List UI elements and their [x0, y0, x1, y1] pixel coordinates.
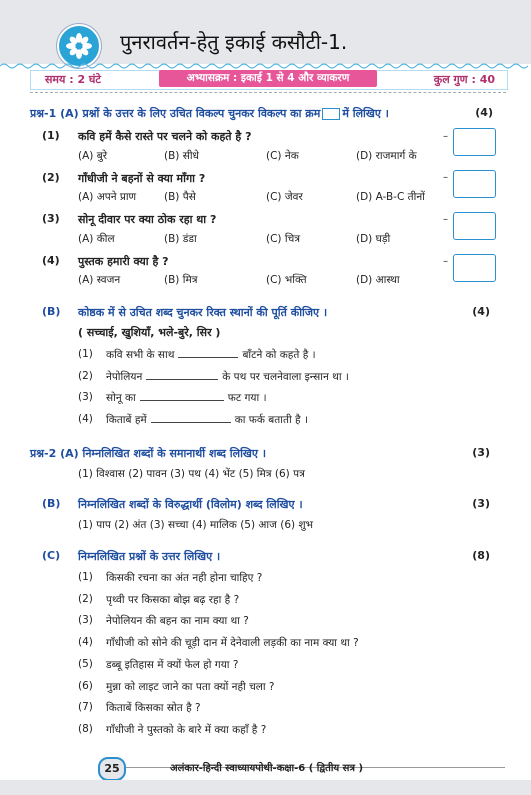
question-number: (1)	[78, 571, 93, 583]
answer-box-icon	[322, 108, 340, 120]
question-text: गाँधीजी ने पुस्तको के बारे में क्या कहाँ है ?	[106, 724, 267, 736]
question-text: किताबें किसका स्रोत है ?	[106, 702, 201, 714]
mcq-option: (C) जेवर	[266, 191, 303, 203]
dash-mark: –	[443, 172, 448, 183]
fill-sentence: किताबें हमें का फर्क बताती है ।	[106, 414, 308, 426]
blank-line[interactable]	[140, 400, 224, 401]
question-text: डब्बू इतिहास में क्यों फेल हो गया ?	[106, 659, 239, 671]
mcq-question: कवि हमें कैसे रास्ते पर चलने को कहते है ?	[78, 130, 252, 143]
mcq-question: सोनू दीवार पर क्या ठोक रहा था ?	[78, 213, 217, 226]
q1a-heading: प्रश्न-1 (A) प्रश्नों के उत्तर के लिए उचित विकल्प चुनकर विकल्प का क्रम में लिखिए ।	[30, 107, 389, 120]
q1b-marks: (4)	[472, 305, 490, 318]
time-label: समय : 2 घंटे	[45, 73, 101, 86]
question-number: (3)	[78, 614, 93, 626]
mcq-option: (B) सीधे	[164, 150, 200, 162]
mcq-option: (D) A-B-C तीनों	[356, 191, 425, 203]
page-number: 25	[98, 757, 126, 781]
total-marks-label: कुल गुण : 40	[433, 73, 495, 86]
fill-number: (3)	[78, 391, 93, 403]
mcq-option: (D) घड़ी	[356, 233, 391, 245]
info-bar	[30, 70, 508, 90]
mcq-question: पुस्तक हमारी क्या है ?	[78, 255, 169, 268]
q2b-word-list: (1) पाप (2) अंत (3) सच्चा (4) मालिक (5) आज (6) शुभ	[78, 519, 313, 531]
q2b-label: (B)	[42, 497, 61, 510]
mcq-option: (A) बुरे	[78, 150, 108, 162]
q2a-word-list: (1) विश्वास (2) पावन (3) पथ (4) भेंट (5) मित्र (6) पत्र	[78, 468, 305, 480]
question-number: (5)	[78, 658, 93, 670]
q2a-heading: प्रश्न-2 (A) निम्नलिखित शब्दों के समानार्थी शब्द लिखिए ।	[30, 447, 267, 460]
fill-number: (4)	[78, 413, 93, 425]
blank-line[interactable]	[151, 422, 231, 423]
page-title: पुनरावर्तन-हेतु इकाई कसौटी-1.	[120, 30, 348, 54]
mcq-option: (A) स्वजन	[78, 274, 121, 286]
mcq-option: (A) कील	[78, 233, 115, 245]
q2b-marks: (3)	[472, 497, 490, 510]
mcq-number: (1)	[42, 129, 60, 142]
q2c-label: (C)	[42, 549, 61, 562]
q2c-heading: निम्नलिखित प्रश्नों के उत्तर लिखिए ।	[78, 550, 221, 563]
mcq-number: (2)	[42, 171, 60, 184]
question-text: मुन्ना को लाइट जाने का पता क्यों नही चला ?	[106, 681, 275, 693]
blank-line[interactable]	[146, 379, 218, 380]
mcq-question: गाँधीजी ने बहनों से क्या माँगा ?	[78, 172, 206, 185]
q2b-heading: निम्नलिखित शब्दों के विरुद्धार्थी (विलोम) शब्द लिखिए ।	[78, 498, 303, 511]
question-text: पृथ्वी पर किसका बोझ बढ़ रहा है ?	[106, 594, 240, 606]
mcq-option: (C) चित्र	[266, 233, 301, 245]
question-text: किसकी रचना का अंत नही होना चाहिए ?	[106, 572, 263, 584]
course-label: अभ्यासक्रम : इकाई 1 से 4 और व्याकरण	[159, 70, 377, 87]
wave-border	[0, 62, 531, 70]
question-number: (4)	[78, 636, 93, 648]
dash-mark: –	[443, 131, 448, 142]
blank-line[interactable]	[178, 357, 238, 358]
mcq-option: (C) भक्ति	[266, 274, 307, 286]
mcq-option: (D) राजमार्ग के	[356, 150, 417, 162]
mcq-option: (C) नेक	[266, 150, 299, 162]
q2c-marks: (8)	[472, 549, 490, 562]
fill-number: (2)	[78, 370, 93, 382]
question-number: (7)	[78, 701, 93, 713]
fill-sentence: कवि सभी के साथ बाँटने को कहते है ।	[106, 349, 316, 361]
question-number: (6)	[78, 680, 93, 692]
mcq-number: (3)	[42, 212, 60, 225]
q2a-marks: (3)	[472, 446, 490, 459]
dash-mark: –	[443, 256, 448, 267]
mcq-option: (D) आस्था	[356, 274, 400, 286]
q1b-label: (B)	[42, 305, 61, 318]
question-text: नेपोलियन की बहन का नाम क्या था ?	[106, 615, 249, 627]
answer-box[interactable]	[453, 170, 496, 198]
fill-sentence: नेपोलियन के पथ पर चलनेवाला इन्सान था ।	[106, 371, 349, 383]
footer-book-title: अलंकार-हिन्दी स्वाध्यायपोथी-कक्षा-6 ( द्वितीय सत्र )	[170, 763, 364, 774]
question-number: (8)	[78, 723, 93, 735]
mcq-number: (4)	[42, 254, 60, 267]
mcq-option: (B) पैसे	[164, 191, 196, 203]
question-number: (2)	[78, 593, 93, 605]
mcq-option: (B) मित्र	[164, 274, 198, 286]
mcq-option: (A) अपने प्राण	[78, 191, 137, 203]
answer-box[interactable]	[453, 128, 496, 156]
answer-box[interactable]	[453, 212, 496, 240]
fill-number: (1)	[78, 348, 93, 360]
mcq-option: (B) डंडा	[164, 233, 197, 245]
q1b-heading: कोष्ठक में से उचित शब्द चुनकर रिक्त स्थानों की पूर्ति कीजिए ।	[78, 306, 328, 319]
q1b-word-list: ( सच्चाई, खुशियाँ, भले-बुरे, सिर )	[78, 326, 221, 339]
footer-band	[0, 780, 531, 795]
answer-box[interactable]	[453, 254, 496, 282]
question-text: गाँधीजी को सोने की चूड़ी दान में देनेवाली लड़की का नाम क्या था ?	[106, 637, 359, 649]
dash-mark: –	[443, 214, 448, 225]
fill-sentence: सोनू का फट गया ।	[106, 392, 267, 404]
q1a-marks: (4)	[475, 106, 493, 119]
divider	[30, 92, 506, 93]
